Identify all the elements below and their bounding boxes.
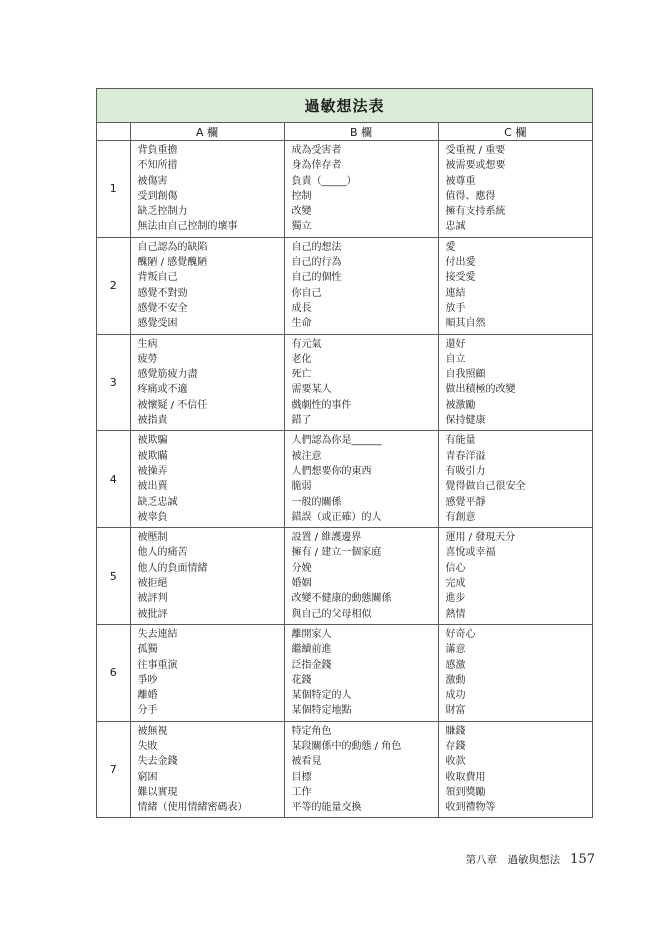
- cell-line: 被評判: [137, 593, 168, 605]
- cell-line: 自己的想法: [291, 241, 342, 253]
- cell-line: 感覺不對勁: [137, 287, 188, 299]
- cell-line: 他人的痛苦: [137, 547, 188, 559]
- cell-col-b: [284, 431, 438, 528]
- cell-line: 自立: [445, 353, 466, 365]
- cell-line: 成功: [445, 690, 466, 702]
- cell-line: 激動: [445, 674, 466, 686]
- cell-line: 被看見: [291, 756, 322, 768]
- table-row: [97, 237, 592, 334]
- row-number: 3: [97, 334, 130, 431]
- cell-line: 人們想要你的東西: [291, 465, 372, 477]
- cell-line: 信心: [445, 562, 466, 574]
- cell-line: 放手: [445, 302, 466, 314]
- cell-line: 獨立: [291, 221, 312, 233]
- row-number: 1: [97, 141, 130, 238]
- cell-line: 需要某人: [291, 384, 332, 396]
- cell-line: 某個特定地點: [291, 705, 352, 717]
- cell-line: 有吸引力: [445, 465, 486, 477]
- cell-col-a: [130, 237, 284, 334]
- cell-line: 某段關係中的動態 / 角色: [291, 740, 402, 752]
- cell-col-c: [438, 721, 592, 817]
- cell-line: 婚姻: [291, 578, 312, 590]
- cell-line: 生命: [291, 318, 312, 330]
- cell-line: 自我照顧: [445, 369, 486, 381]
- header-col-b: B 欄: [284, 123, 438, 141]
- table-row: [97, 528, 592, 625]
- cell-col-b: [284, 528, 438, 625]
- cell-line: 爭吵: [137, 674, 158, 686]
- cell-line: 某個特定的人: [291, 690, 352, 702]
- cell-col-a: [130, 431, 284, 528]
- cell-line: 疼痛或不適: [137, 384, 188, 396]
- cell-col-c: [438, 237, 592, 334]
- cell-line: 被傷害: [137, 175, 168, 187]
- cell-line: 感覺筋疲力盡: [137, 369, 198, 381]
- cell-line: 感覺平靜: [445, 496, 486, 508]
- cell-line: 喜悅或幸福: [445, 547, 496, 559]
- cell-line: 熱情: [445, 608, 466, 620]
- cell-line: 背負重擔: [137, 145, 178, 156]
- cell-line: 分娩: [291, 562, 312, 574]
- cell-line: 平等的能量交換: [291, 802, 362, 814]
- cell-line: 被欺騙: [137, 435, 168, 447]
- page-footer: [420, 852, 595, 867]
- cell-line: 忠誠: [445, 221, 466, 233]
- cell-line: 花錢: [291, 674, 312, 686]
- cell-line: 被尊重: [445, 175, 476, 187]
- row-number: 5: [97, 528, 130, 625]
- cell-line: 被需要或想要: [445, 160, 506, 172]
- cell-line: 擁有支持系統: [445, 206, 506, 218]
- header-num: [97, 123, 130, 141]
- cell-line: 值得、應得: [445, 190, 496, 202]
- cell-line: 自己的個性: [291, 272, 342, 284]
- cell-col-c: [438, 141, 592, 238]
- cell-line: 脆弱: [291, 481, 312, 493]
- cell-line: 改變不健康的動態關係: [291, 593, 392, 605]
- cell-line: 順其自然: [445, 318, 486, 330]
- cell-line: 滿意: [445, 644, 466, 656]
- cell-line: 負責（_____）: [291, 175, 357, 187]
- chapter-title: 第八章 過敏與想法: [465, 854, 561, 866]
- cell-line: 被指責: [137, 415, 168, 427]
- cell-col-a: [130, 141, 284, 238]
- cell-line: 缺乏忠誠: [137, 496, 178, 508]
- cell-line: 做出積極的改變: [445, 384, 516, 396]
- cell-line: 一般的關係: [291, 496, 342, 508]
- cell-col-a: [130, 334, 284, 431]
- cell-line: 與自己的父母相似: [291, 608, 372, 620]
- cell-line: 連結: [445, 287, 466, 299]
- cell-line: 失去金錢: [137, 756, 178, 768]
- row-number: 6: [97, 624, 130, 721]
- header-row: [97, 123, 592, 141]
- cell-line: 擁有 / 建立一個家庭: [291, 547, 382, 559]
- cell-line: 接受愛: [445, 272, 476, 284]
- cell-line: 進步: [445, 593, 466, 605]
- cell-col-b: [284, 624, 438, 721]
- cell-line: 被拒絕: [137, 578, 168, 590]
- cell-line: 被無視: [137, 725, 168, 737]
- cell-line: 錯了: [291, 415, 312, 427]
- cell-line: 自己認為的缺陷: [137, 241, 208, 253]
- cell-line: 醜陋 / 感覺醜陋: [137, 257, 208, 269]
- table-row: [97, 431, 592, 528]
- table-grid: [97, 123, 592, 817]
- cell-col-c: [438, 431, 592, 528]
- cell-line: 自己的行為: [291, 257, 342, 269]
- cell-line: 領到獎勵: [445, 786, 486, 798]
- cell-line: 他人的負面情緒: [137, 562, 208, 574]
- cell-line: 被注意: [291, 450, 322, 462]
- row-number: 7: [97, 721, 130, 817]
- cell-line: 受重視 / 重要: [445, 145, 506, 156]
- cell-line: 被欺瞞: [137, 450, 168, 462]
- table-body: [97, 141, 592, 818]
- row-number: 2: [97, 237, 130, 334]
- cell-line: 青春洋溢: [445, 450, 486, 462]
- cell-line: 付出愛: [445, 257, 476, 269]
- table-row: [97, 141, 592, 238]
- cell-line: 設置 / 維護邊界: [291, 532, 362, 544]
- cell-col-b: [284, 237, 438, 334]
- cell-line: 孤獨: [137, 644, 158, 656]
- cell-line: 失去連結: [137, 628, 178, 640]
- cell-line: 財富: [445, 705, 466, 717]
- allergy-thoughts-table: [96, 88, 593, 818]
- cell-line: 受到創傷: [137, 190, 178, 202]
- cell-line: 賺錢: [445, 725, 466, 737]
- cell-line: 無法由自己控制的壞事: [137, 221, 238, 233]
- cell-line: 缺乏控制力: [137, 206, 188, 218]
- table-title-row: [97, 89, 592, 123]
- cell-line: 感覺不安全: [137, 302, 188, 314]
- cell-col-c: [438, 624, 592, 721]
- cell-line: 你自己: [291, 287, 322, 299]
- header-col-a: A 欄: [130, 123, 284, 141]
- cell-line: 死亡: [291, 369, 312, 381]
- cell-col-a: [130, 721, 284, 817]
- cell-col-a: [130, 528, 284, 625]
- cell-line: 泛指金錢: [291, 659, 332, 671]
- cell-col-c: [438, 528, 592, 625]
- cell-line: 有能量: [445, 435, 476, 447]
- cell-line: 被出賣: [137, 481, 168, 493]
- cell-line: 收到禮物等: [445, 802, 496, 814]
- cell-line: 好奇心: [445, 628, 476, 640]
- cell-line: 工作: [291, 786, 312, 798]
- cell-line: 人們認為你是______: [291, 435, 382, 447]
- cell-col-b: [284, 334, 438, 431]
- cell-line: 被辜負: [137, 511, 168, 523]
- cell-line: 背叛自己: [137, 272, 178, 284]
- cell-line: 疲勞: [137, 353, 158, 365]
- cell-line: 被懷疑 / 不信任: [137, 399, 208, 411]
- cell-line: 被激勵: [445, 399, 476, 411]
- table-row: [97, 624, 592, 721]
- cell-line: 戲劇性的事件: [291, 399, 352, 411]
- cell-line: 被批評: [137, 608, 168, 620]
- cell-line: 有創意: [445, 511, 476, 523]
- cell-line: 老化: [291, 353, 312, 365]
- cell-line: 愛: [445, 241, 456, 253]
- cell-col-c: [438, 334, 592, 431]
- cell-line: 目標: [291, 771, 312, 783]
- cell-line: 錯誤（或正確）的人: [291, 511, 382, 523]
- cell-line: 情緒（使用情緒密碼表）: [137, 802, 248, 814]
- cell-line: 收款: [445, 756, 466, 768]
- cell-line: 失敗: [137, 740, 158, 752]
- row-number: 4: [97, 431, 130, 528]
- cell-line: 繼續前進: [291, 644, 332, 656]
- cell-line: 離開家人: [291, 628, 332, 640]
- cell-col-b: [284, 141, 438, 238]
- cell-line: 往事重演: [137, 659, 178, 671]
- header-col-c: C 欄: [438, 123, 592, 141]
- cell-line: 成長: [291, 302, 312, 314]
- cell-line: 存錢: [445, 740, 466, 752]
- cell-line: 完成: [445, 578, 466, 590]
- cell-line: 收取費用: [445, 771, 486, 783]
- cell-line: 感覺受困: [137, 318, 178, 330]
- cell-line: 成為受害者: [291, 145, 342, 156]
- cell-col-a: [130, 624, 284, 721]
- cell-line: 運用 / 發現天分: [445, 532, 516, 544]
- cell-line: 生病: [137, 338, 158, 350]
- cell-line: 保持健康: [445, 415, 486, 427]
- cell-col-b: [284, 721, 438, 817]
- cell-line: 被操弄: [137, 465, 168, 477]
- cell-line: 特定角色: [291, 725, 332, 737]
- cell-line: 改變: [291, 206, 312, 218]
- cell-line: 還好: [445, 338, 466, 350]
- cell-line: 不知所措: [137, 160, 178, 172]
- cell-line: 感激: [445, 659, 466, 671]
- cell-line: 分手: [137, 705, 158, 717]
- cell-line: 離婚: [137, 690, 158, 702]
- cell-line: 難以實現: [137, 786, 178, 798]
- cell-line: 身為倖存者: [291, 160, 342, 172]
- cell-line: 控制: [291, 190, 312, 202]
- table-row: [97, 721, 592, 817]
- cell-line: 有元氣: [291, 338, 322, 350]
- cell-line: 窮困: [137, 771, 158, 783]
- table-row: [97, 334, 592, 431]
- cell-line: 被壓制: [137, 532, 168, 544]
- table-title: 過敏想法表: [304, 97, 385, 115]
- cell-line: 覺得做自己很安全: [445, 481, 526, 493]
- page-number: 157: [570, 852, 595, 867]
